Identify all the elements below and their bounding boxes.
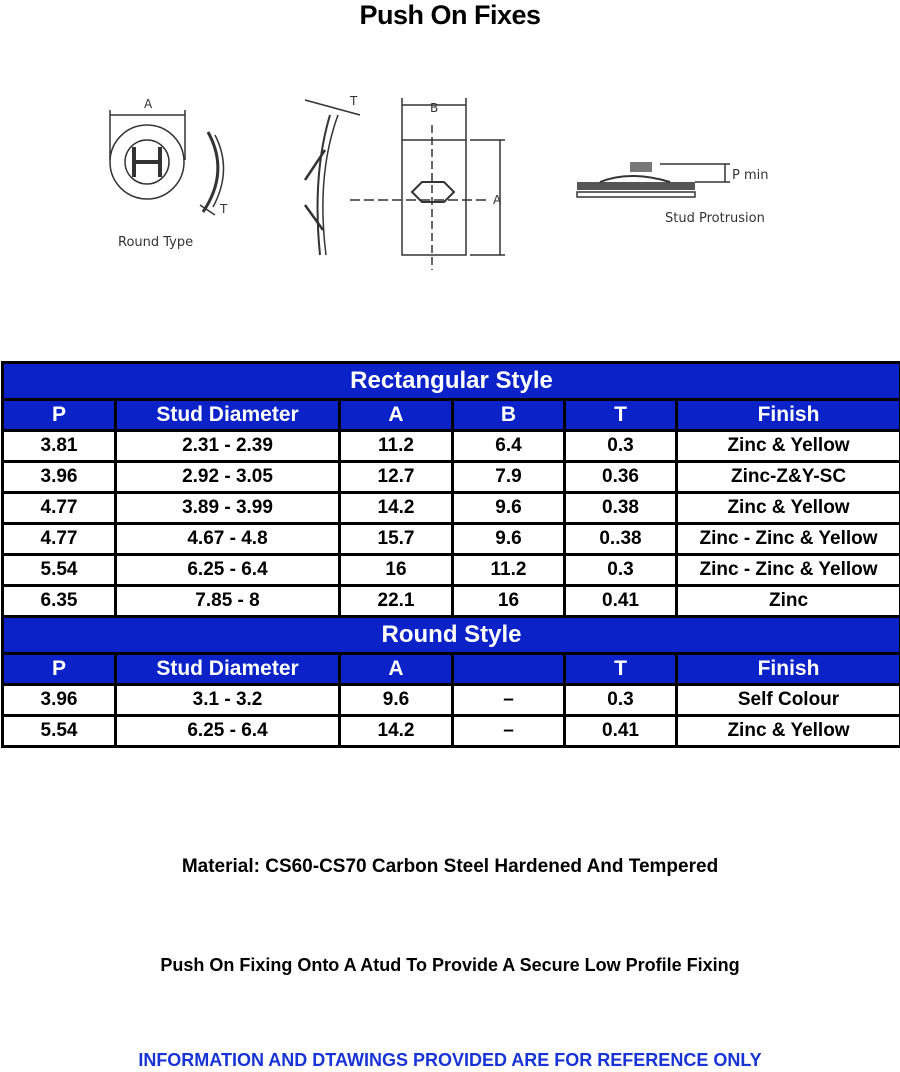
stud-protrusion-label: Stud Protrusion [665, 211, 765, 226]
side-view-drawing [305, 94, 360, 255]
table-cell: 2.31 - 2.39 [116, 431, 340, 462]
table-cell: 3.89 - 3.99 [116, 493, 340, 524]
round-style-heading: Round Style [3, 617, 900, 654]
table-cell: – [453, 716, 565, 747]
table-row [3, 716, 900, 747]
table-cell: Zinc & Yellow [677, 716, 900, 747]
rect-dim-b-label: B [430, 101, 439, 115]
side-dim-t-label: T [350, 94, 358, 108]
table-cell: 5.54 [3, 716, 116, 747]
rectangular-style-heading: Rectangular Style [3, 363, 900, 400]
rectangular-header-row [3, 400, 900, 431]
table-cell: 22.1 [340, 586, 453, 617]
column-header: T [565, 654, 677, 685]
table-row [3, 555, 900, 586]
material-note: Material: CS60-CS70 Carbon Steel Hardened And Tempered [181, 856, 719, 877]
round-dim-a-label: A [144, 97, 153, 111]
column-header: Stud Diameter [116, 654, 340, 685]
page-title: Push On Fixes [359, 0, 541, 30]
table-cell: 7.85 - 8 [116, 586, 340, 617]
description-note: Push On Fixing Onto A Atud To Provide A Secure Low Profile Fixing [160, 955, 740, 975]
table-cell: 0.36 [565, 462, 677, 493]
column-header: P [3, 654, 116, 685]
round-type-label: Round Type [118, 235, 194, 250]
table-cell: 7.9 [453, 462, 565, 493]
table-cell: 6.4 [453, 431, 565, 462]
table-cell: Zinc [677, 586, 900, 617]
disclaimer-note: INFORMATION AND DTAWINGS PROVIDED ARE FOR REFERENCE ONLY [138, 1050, 762, 1070]
table-cell: 9.6 [340, 685, 453, 716]
column-header [453, 654, 565, 685]
table-cell: 15.7 [340, 524, 453, 555]
column-header: P [3, 400, 116, 431]
table-row [3, 431, 900, 462]
table-cell: Self Colour [677, 685, 900, 716]
table-cell: 3.1 - 3.2 [116, 685, 340, 716]
table-cell: 0..38 [565, 524, 677, 555]
table-cell: 0.38 [565, 493, 677, 524]
table-cell: 3.96 [3, 462, 116, 493]
rectangular-front-drawing [350, 98, 505, 270]
round-dim-t-label: T [220, 202, 228, 216]
table-cell: 3.81 [3, 431, 116, 462]
table-row [3, 586, 900, 617]
table-cell: Zinc - Zinc & Yellow [677, 524, 900, 555]
table-cell: 2.92 - 3.05 [116, 462, 340, 493]
table-cell: 11.2 [340, 431, 453, 462]
column-header: B [453, 400, 565, 431]
table-row [3, 462, 900, 493]
table-cell: 0.41 [565, 716, 677, 747]
table-cell: Zinc & Yellow [677, 431, 900, 462]
table-cell: 4.77 [3, 493, 116, 524]
stud-protrusion-drawing [577, 162, 769, 226]
table-cell: 0.3 [565, 555, 677, 586]
round-type-drawing [110, 97, 228, 250]
table-cell: 0.3 [565, 431, 677, 462]
table-cell: 6.25 - 6.4 [116, 555, 340, 586]
column-header: A [340, 400, 453, 431]
table-cell: 5.54 [3, 555, 116, 586]
column-header: Finish [677, 400, 900, 431]
column-header: Finish [677, 654, 900, 685]
table-cell: 6.25 - 6.4 [116, 716, 340, 747]
table-cell: Zinc & Yellow [677, 493, 900, 524]
table-cell: 6.35 [3, 586, 116, 617]
table-cell: 11.2 [453, 555, 565, 586]
table-cell: 9.6 [453, 524, 565, 555]
table-cell: 4.77 [3, 524, 116, 555]
rect-dim-a-label: A [493, 193, 502, 207]
column-header: A [340, 654, 453, 685]
table-row [3, 685, 900, 716]
table-cell: Zinc-Z&Y-SC [677, 462, 900, 493]
column-header: Stud Diameter [116, 400, 340, 431]
table-row [3, 493, 900, 524]
column-header: T [565, 400, 677, 431]
specifications-table [1, 361, 900, 748]
table-cell: 16 [453, 586, 565, 617]
table-cell: 9.6 [453, 493, 565, 524]
table-cell: Zinc - Zinc & Yellow [677, 555, 900, 586]
table-cell: 0.3 [565, 685, 677, 716]
p-min-label: P min [732, 168, 769, 183]
technical-drawings [0, 80, 900, 280]
table-cell: 14.2 [340, 493, 453, 524]
table-cell: 14.2 [340, 716, 453, 747]
table-cell: 4.67 - 4.8 [116, 524, 340, 555]
round-header-row [3, 654, 900, 685]
table-cell: 3.96 [3, 685, 116, 716]
table-cell: 0.41 [565, 586, 677, 617]
table-cell: 12.7 [340, 462, 453, 493]
table-cell: 16 [340, 555, 453, 586]
table-cell: – [453, 685, 565, 716]
table-row [3, 524, 900, 555]
